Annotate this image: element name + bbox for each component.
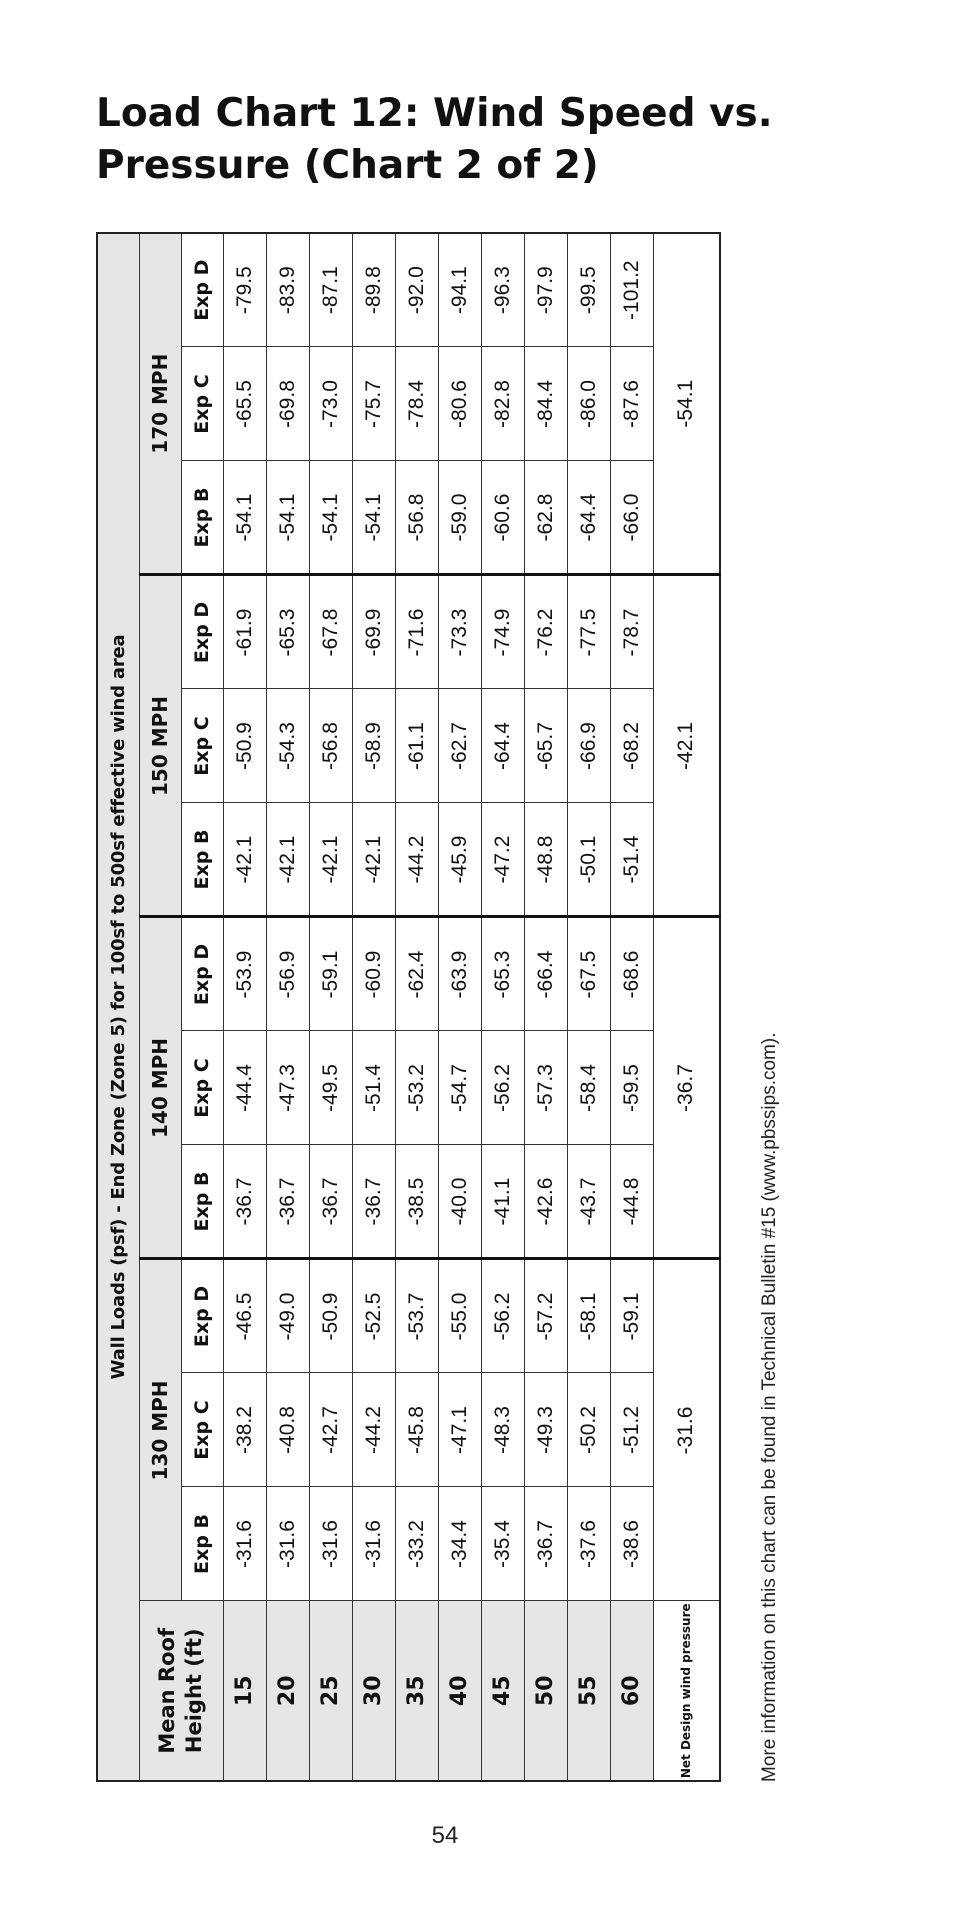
table-body <box>223 233 720 1781</box>
load-value-cell: -77.5 <box>567 575 610 689</box>
load-value-cell: -84.4 <box>524 347 567 461</box>
exposure-header: Exp C <box>181 1031 223 1145</box>
load-value-cell: -58.4 <box>567 1031 610 1145</box>
load-value-cell: -50.9 <box>223 689 266 803</box>
net-pressure-value: -54.1 <box>653 233 720 575</box>
load-value-cell: -57.2 <box>524 1259 567 1373</box>
load-value-cell: -46.5 <box>223 1259 266 1373</box>
net-pressure-value: -31.6 <box>653 1259 720 1601</box>
load-value-cell: -44.4 <box>223 1031 266 1145</box>
load-value-cell: -58.9 <box>352 689 395 803</box>
load-value-cell: -53.7 <box>395 1259 438 1373</box>
load-value-cell: -36.7 <box>352 1145 395 1259</box>
load-value-cell: -49.0 <box>266 1259 309 1373</box>
load-value-cell: -80.6 <box>438 347 481 461</box>
load-value-cell: -54.1 <box>309 461 352 575</box>
exposure-header: Exp D <box>181 917 223 1031</box>
table-row <box>567 233 610 1781</box>
load-value-cell: -53.9 <box>223 917 266 1031</box>
height-cell: 45 <box>481 1601 524 1781</box>
exposure-header: Exp B <box>181 461 223 575</box>
load-value-cell: -54.1 <box>223 461 266 575</box>
load-value-cell: -35.4 <box>481 1487 524 1601</box>
exposure-header: Exp C <box>181 347 223 461</box>
table-row <box>438 233 481 1781</box>
load-value-cell: -54.1 <box>266 461 309 575</box>
load-value-cell: -87.1 <box>309 233 352 347</box>
table-row <box>395 233 438 1781</box>
height-cell: 20 <box>266 1601 309 1781</box>
load-value-cell: -56.8 <box>309 689 352 803</box>
table-row <box>524 233 567 1781</box>
load-value-cell: -42.1 <box>309 803 352 917</box>
load-value-cell: -31.6 <box>352 1487 395 1601</box>
load-value-cell: -56.2 <box>481 1259 524 1373</box>
load-value-cell: -97.9 <box>524 233 567 347</box>
load-value-cell: -36.7 <box>266 1145 309 1259</box>
load-value-cell: -57.3 <box>524 1031 567 1145</box>
load-value-cell: -38.6 <box>610 1487 653 1601</box>
load-value-cell: -51.2 <box>610 1373 653 1487</box>
table-row <box>481 233 524 1781</box>
speed-header: 150 MPH <box>139 575 181 917</box>
net-pressure-value: -36.7 <box>653 917 720 1259</box>
load-value-cell: -89.8 <box>352 233 395 347</box>
load-value-cell: -71.6 <box>395 575 438 689</box>
load-value-cell: -40.0 <box>438 1145 481 1259</box>
speed-header: 130 MPH <box>139 1259 181 1601</box>
load-value-cell: -73.0 <box>309 347 352 461</box>
table-row <box>223 233 266 1781</box>
load-value-cell: -66.9 <box>567 689 610 803</box>
page-number: 54 <box>431 1822 459 1849</box>
exposure-header: Exp D <box>181 1259 223 1373</box>
load-value-cell: -78.4 <box>395 347 438 461</box>
load-value-cell: -51.4 <box>610 803 653 917</box>
load-value-cell: -59.1 <box>309 917 352 1031</box>
load-value-cell: -82.8 <box>481 347 524 461</box>
load-value-cell: -47.3 <box>266 1031 309 1145</box>
load-value-cell: -55.0 <box>438 1259 481 1373</box>
load-value-cell: -45.8 <box>395 1373 438 1487</box>
exposure-header: Exp C <box>181 1373 223 1487</box>
load-value-cell: -94.1 <box>438 233 481 347</box>
load-value-cell: -75.7 <box>352 347 395 461</box>
load-value-cell: -38.5 <box>395 1145 438 1259</box>
load-value-cell: -73.3 <box>438 575 481 689</box>
height-cell: 40 <box>438 1601 481 1781</box>
load-value-cell: -49.3 <box>524 1373 567 1487</box>
speed-header: 170 MPH <box>139 233 181 575</box>
load-value-cell: -44.8 <box>610 1145 653 1259</box>
load-value-cell: -79.5 <box>223 233 266 347</box>
load-value-cell: -48.8 <box>524 803 567 917</box>
load-value-cell: -65.3 <box>266 575 309 689</box>
load-value-cell: -54.3 <box>266 689 309 803</box>
load-value-cell: -67.8 <box>309 575 352 689</box>
load-value-cell: -34.4 <box>438 1487 481 1601</box>
exposure-header: Exp D <box>181 233 223 347</box>
net-pressure-row <box>653 233 720 1781</box>
load-value-cell: -48.3 <box>481 1373 524 1487</box>
height-cell: 50 <box>524 1601 567 1781</box>
load-value-cell: -44.2 <box>395 803 438 917</box>
load-value-cell: -51.4 <box>352 1031 395 1145</box>
height-cell: 55 <box>567 1601 610 1781</box>
load-value-cell: -36.7 <box>223 1145 266 1259</box>
load-value-cell: -54.7 <box>438 1031 481 1145</box>
load-value-cell: -42.7 <box>309 1373 352 1487</box>
load-value-cell: -33.2 <box>395 1487 438 1601</box>
load-value-cell: -59.0 <box>438 461 481 575</box>
load-value-cell: -50.2 <box>567 1373 610 1487</box>
load-value-cell: -42.1 <box>266 803 309 917</box>
load-value-cell: -59.5 <box>610 1031 653 1145</box>
speed-header: 140 MPH <box>139 917 181 1259</box>
load-value-cell: -96.3 <box>481 233 524 347</box>
height-cell: 30 <box>352 1601 395 1781</box>
load-value-cell: -61.1 <box>395 689 438 803</box>
load-value-cell: -68.2 <box>610 689 653 803</box>
exposure-header: Exp B <box>181 1487 223 1601</box>
load-value-cell: -66.0 <box>610 461 653 575</box>
load-value-cell: -53.2 <box>395 1031 438 1145</box>
load-value-cell: -101.2 <box>610 233 653 347</box>
load-value-cell: -65.7 <box>524 689 567 803</box>
load-value-cell: -65.5 <box>223 347 266 461</box>
load-value-cell: -49.5 <box>309 1031 352 1145</box>
load-value-cell: -63.9 <box>438 917 481 1031</box>
net-pressure-label: Net Design wind pressure <box>653 1601 720 1781</box>
load-value-cell: -68.6 <box>610 917 653 1031</box>
load-value-cell: -42.1 <box>352 803 395 917</box>
load-value-cell: -65.3 <box>481 917 524 1031</box>
load-value-cell: -92.0 <box>395 233 438 347</box>
load-value-cell: -40.8 <box>266 1373 309 1487</box>
load-value-cell: -86.0 <box>567 347 610 461</box>
exposure-header-row <box>181 233 223 1781</box>
load-value-cell: -60.9 <box>352 917 395 1031</box>
load-value-cell: -83.9 <box>266 233 309 347</box>
height-cell: 25 <box>309 1601 352 1781</box>
table-row <box>309 233 352 1781</box>
table-rotator <box>96 234 719 1782</box>
net-pressure-value: -42.1 <box>653 575 720 917</box>
load-value-cell: -62.7 <box>438 689 481 803</box>
height-header: Mean Roof Height (ft) <box>139 1601 223 1781</box>
load-value-cell: -99.5 <box>567 233 610 347</box>
exposure-header: Exp D <box>181 575 223 689</box>
exposure-header: Exp C <box>181 689 223 803</box>
load-value-cell: -37.6 <box>567 1487 610 1601</box>
load-value-cell: -59.1 <box>610 1259 653 1373</box>
load-value-cell: -31.6 <box>223 1487 266 1601</box>
exposure-header: Exp B <box>181 1145 223 1259</box>
load-value-cell: -36.7 <box>309 1145 352 1259</box>
height-cell: 15 <box>223 1601 266 1781</box>
load-value-cell: -69.9 <box>352 575 395 689</box>
load-value-cell: -62.8 <box>524 461 567 575</box>
load-value-cell: -69.8 <box>266 347 309 461</box>
table-caption: Wall Loads (psf) - End Zone (Zone 5) for 100sf to 500sf effective wind area <box>97 233 139 1781</box>
load-value-cell: -31.6 <box>266 1487 309 1601</box>
load-value-cell: -47.2 <box>481 803 524 917</box>
load-value-cell: -50.9 <box>309 1259 352 1373</box>
page-title: Load Chart 12: Wind Speed vs. Pressure (Chart 2 of 2) <box>96 91 773 188</box>
table-row <box>352 233 395 1781</box>
load-value-cell: -38.2 <box>223 1373 266 1487</box>
table-row <box>266 233 309 1781</box>
exposure-header: Exp B <box>181 803 223 917</box>
load-value-cell: -52.5 <box>352 1259 395 1373</box>
load-value-cell: -43.7 <box>567 1145 610 1259</box>
load-value-cell: -64.4 <box>567 461 610 575</box>
load-value-cell: -44.2 <box>352 1373 395 1487</box>
load-value-cell: -58.1 <box>567 1259 610 1373</box>
load-value-cell: -62.4 <box>395 917 438 1031</box>
load-value-cell: -56.8 <box>395 461 438 575</box>
load-value-cell: -31.6 <box>309 1487 352 1601</box>
wind-load-table <box>96 232 721 1782</box>
height-cell: 35 <box>395 1601 438 1781</box>
load-value-cell: -54.1 <box>352 461 395 575</box>
load-value-cell: -61.9 <box>223 575 266 689</box>
load-value-cell: -42.1 <box>223 803 266 917</box>
load-value-cell: -67.5 <box>567 917 610 1031</box>
load-value-cell: -66.4 <box>524 917 567 1031</box>
load-value-cell: -41.1 <box>481 1145 524 1259</box>
load-value-cell: -60.6 <box>481 461 524 575</box>
height-cell: 60 <box>610 1601 653 1781</box>
load-value-cell: -50.1 <box>567 803 610 917</box>
table-row <box>610 233 653 1781</box>
load-value-cell: -36.7 <box>524 1487 567 1601</box>
load-value-cell: -56.9 <box>266 917 309 1031</box>
footnote: More information on this chart can be found in Technical Bulletin #15 (www.pbssips.com). <box>759 1032 780 1782</box>
load-value-cell: -42.6 <box>524 1145 567 1259</box>
load-value-cell: -64.4 <box>481 689 524 803</box>
load-value-cell: -47.1 <box>438 1373 481 1487</box>
load-value-cell: -78.7 <box>610 575 653 689</box>
load-value-cell: -56.2 <box>481 1031 524 1145</box>
load-value-cell: -76.2 <box>524 575 567 689</box>
load-value-cell: -45.9 <box>438 803 481 917</box>
load-value-cell: -74.9 <box>481 575 524 689</box>
load-value-cell: -87.6 <box>610 347 653 461</box>
